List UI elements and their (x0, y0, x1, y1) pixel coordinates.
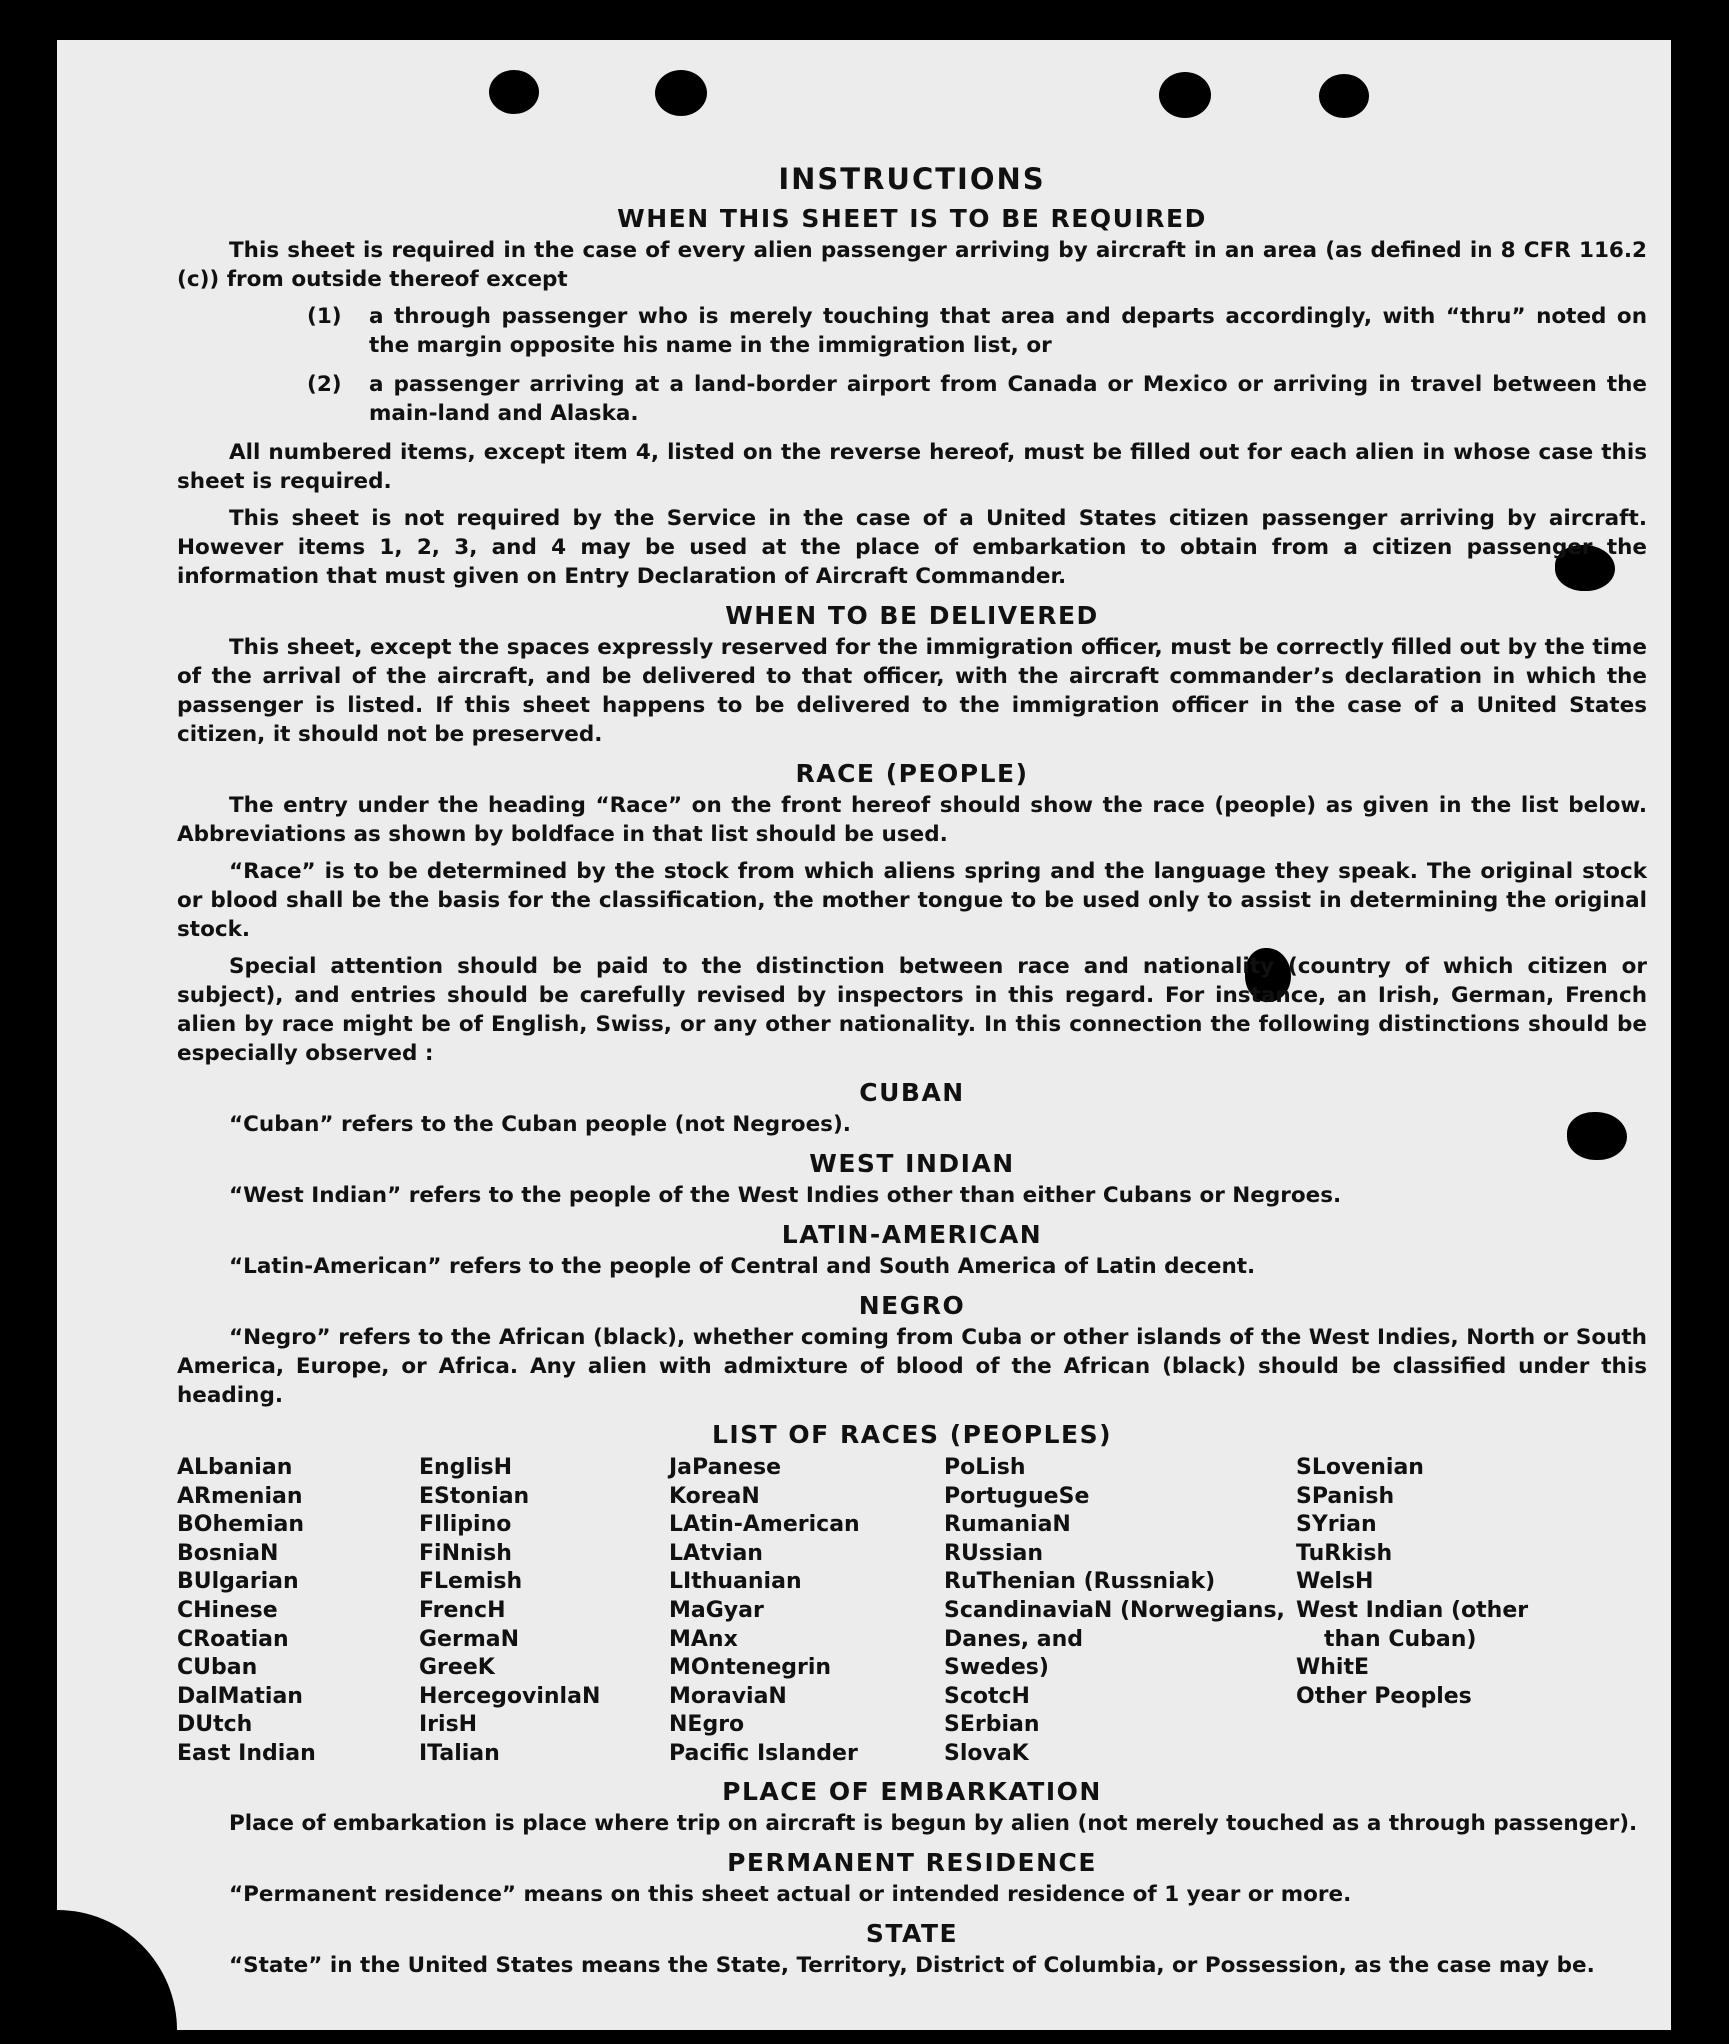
residence-para: “Permanent residence” means on this sheet actual or intended residence of 1 year or more. (229, 1881, 1352, 1907)
item-number: (2) (307, 372, 342, 397)
race-entry: NEgro (669, 1712, 745, 1738)
race-entry: EStonian (419, 1483, 530, 1509)
west-indian-para: “West Indian” refers to the people of the West Indies other than either Cubans or Negroes. (229, 1183, 1342, 1208)
race-para-2: “Race” is to be determined by the stock from which aliens spring and the language they speak. The original stock or blood shall be the basis for the classification, the mother tongue to be used only to assist in determining the original stock. (177, 859, 1647, 942)
race-entry: BOhemian (177, 1512, 305, 1538)
race-entry: CUban (177, 1655, 258, 1681)
race-entry: DUtch (177, 1712, 253, 1738)
race-entry: Danes, and (944, 1626, 1084, 1652)
race-entry: FLemish (419, 1569, 523, 1595)
race-entry: MAnx (669, 1626, 738, 1652)
section-heading-cuban: CUBAN (859, 1078, 965, 1107)
race-column-3 (669, 1454, 944, 1769)
race-column-4 (944, 1454, 1296, 1769)
race-entry: Other Peoples (1296, 1683, 1472, 1709)
race-entry: IrisH (419, 1712, 478, 1738)
race-entry: FrencH (419, 1597, 506, 1623)
punch-hole (489, 70, 539, 114)
race-entry: SlovaK (944, 1740, 1029, 1766)
race-entry: TuRkish (1296, 1540, 1393, 1566)
punch-hole (655, 70, 707, 116)
section-heading-race: RACE (PEOPLE) (795, 759, 1029, 788)
race-entry: CRoatian (177, 1626, 289, 1652)
race-entry: PoLish (944, 1455, 1026, 1480)
race-entry: PortugueSe (944, 1483, 1090, 1509)
race-entry: SLovenian (1296, 1455, 1424, 1480)
race-column-1 (177, 1454, 419, 1769)
race-entry: BUlgarian (177, 1569, 299, 1595)
race-list (177, 1454, 1647, 1769)
race-entry: CHinese (177, 1597, 278, 1623)
race-entry: Swedes) (944, 1655, 1049, 1681)
race-column-5 (1296, 1454, 1596, 1769)
section-heading-required: WHEN THIS SHEET IS TO BE REQUIRED (617, 204, 1207, 233)
race-column-2 (419, 1454, 669, 1769)
latin-american-para: “Latin-American” refers to the people of Central and South America of Latin decent. (229, 1254, 1256, 1279)
item-number: (1) (307, 304, 342, 329)
race-entry: SPanish (1296, 1483, 1395, 1509)
race-entry: ARmenian (177, 1483, 303, 1509)
race-entry: WhitE (1296, 1655, 1370, 1681)
section-heading-residence: PERMANENT RESIDENCE (727, 1847, 1097, 1877)
race-entry: EnglisH (419, 1455, 513, 1480)
exception-item-2 (177, 370, 1647, 428)
race-entry: RUssian (944, 1540, 1044, 1566)
punch-hole (1319, 74, 1369, 118)
section-heading-embarkation: PLACE OF EMBARKATION (722, 1776, 1102, 1806)
race-entry: MOntenegrin (669, 1655, 832, 1681)
item-text: a through passenger who is merely touching that area and departs accordingly, with “thru” noted on the margin opposite his name in the immigration list, or (369, 304, 1647, 358)
race-entry: ScotcH (944, 1683, 1030, 1709)
section-heading-negro: NEGRO (858, 1291, 966, 1320)
race-entry: SYrian (1296, 1512, 1377, 1538)
embarkation-para: Place of embarkation is place where trip on aircraft is begun by alien (not merely touched as a through passenger). (229, 1810, 1638, 1836)
negro-para: “Negro” refers to the African (black), whether coming from Cuba or other islands of the West Indies, North or South America, Europe, or Africa. Any alien with admixture of blood of the African (black) should be classified under this heading. (177, 1325, 1647, 1408)
exception-item-1 (177, 302, 1647, 360)
required-intro: This sheet is required in the case of every alien passenger arriving by aircraft in an area (as defined in 8 CFR 116.2 (c)) from outside thereof except (177, 238, 1647, 292)
race-entry: MoraviaN (669, 1683, 787, 1709)
section-heading-delivered: WHEN TO BE DELIVERED (725, 601, 1099, 630)
race-entry: Pacific Islander (669, 1740, 858, 1766)
torn-corner (57, 1910, 177, 2030)
race-entry: HercegovinlaN (419, 1683, 601, 1709)
race-entry: LIthuanian (669, 1569, 802, 1595)
document-sheet (57, 40, 1671, 2030)
race-entry: WelsH (1296, 1569, 1374, 1595)
section-heading-latin-american: LATIN-AMERICAN (781, 1220, 1043, 1249)
race-entry: ALbanian (177, 1455, 293, 1480)
section-heading-west-indian: WEST INDIAN (809, 1149, 1015, 1178)
state-para: “State” in the United States means the State, Territory, District of Columbia, or Possession, as the case may be. (229, 1952, 1595, 1978)
race-entry: KoreaN (669, 1483, 760, 1509)
delivered-para: This sheet, except the spaces expressly reserved for the immigration officer, must be correctly filled out by the time of the arrival of the aircraft, and be delivered to that officer, with the aircraft commander’s declaration in which the passenger is listed. If this sheet happens to be delivered to the immigration officer in the case of a United States citizen, it should not be preserved. (177, 635, 1647, 747)
race-entry: East Indian (177, 1740, 316, 1766)
race-entry: GreeK (419, 1655, 495, 1681)
race-entry: MaGyar (669, 1597, 764, 1623)
race-entry: ScandinaviaN (Norwegians, (944, 1597, 1285, 1623)
race-entry: than Cuban) (1324, 1626, 1477, 1652)
race-entry: LAtin-American (669, 1512, 860, 1538)
race-para-1: The entry under the heading “Race” on the front hereof should show the race (people) as given in the list below. Abbreviations as shown by boldface in that list should be used. (177, 793, 1647, 847)
race-entry: JaPanese (669, 1455, 782, 1480)
race-entry: BosniaN (177, 1540, 279, 1566)
section-heading-list: LIST OF RACES (PEOPLES) (711, 1420, 1113, 1449)
race-entry: LAtvian (669, 1540, 763, 1566)
race-para-3: Special attention should be paid to the distinction between race and nationality (country of which citizen or subject), and entries should be carefully revised by inspectors in this regard. For instance, an Irish, German, French alien by race might be of English, Swiss, or any other nationality. In this connection the following distinctions should be especially observed : (177, 954, 1647, 1066)
item-text: a passenger arriving at a land-border airport from Canada or Mexico or arriving in travel between the main-land and Alaska. (369, 372, 1647, 426)
section-heading-state: STATE (865, 1918, 959, 1948)
race-entry: RuThenian (Russniak) (944, 1569, 1216, 1595)
race-entry: West Indian (other (1296, 1597, 1529, 1623)
race-entry: GermaN (419, 1626, 520, 1652)
instructions-content (177, 158, 1647, 1988)
race-entry: RumaniaN (944, 1512, 1071, 1538)
race-entry: SErbian (944, 1712, 1040, 1738)
required-para-2: All numbered items, except item 4, listed on the reverse hereof, must be filled out for each alien in whose case this sheet is required. (177, 440, 1647, 494)
page-title: INSTRUCTIONS (778, 162, 1046, 196)
race-entry: DalMatian (177, 1683, 303, 1709)
cuban-para: “Cuban” refers to the Cuban people (not Negroes). (229, 1112, 851, 1137)
race-entry: FIlipino (419, 1512, 512, 1538)
race-entry: ITalian (419, 1740, 500, 1766)
required-para-3: This sheet is not required by the Service in the case of a United States citizen passenger arriving by aircraft. However items 1, 2, 3, and 4 may be used at the place of embarkation to obtain from a citizen passenger the information that must given on Entry Declaration of Aircraft Commander. (177, 506, 1647, 589)
punch-hole (1159, 72, 1211, 118)
race-entry: FiNnish (419, 1540, 512, 1566)
